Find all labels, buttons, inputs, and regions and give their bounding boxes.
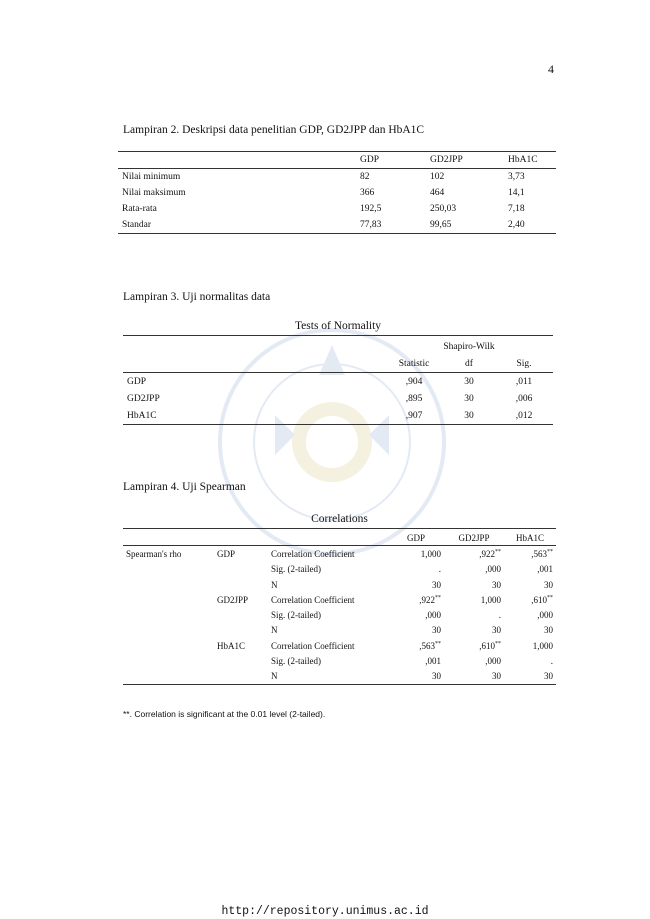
table-row	[123, 607, 556, 622]
stat-label: Correlation Coefficient	[271, 548, 355, 559]
cell: ,922	[479, 548, 495, 559]
header-cell: Statistic	[398, 358, 430, 369]
header-cell: df	[465, 358, 473, 369]
cell: ,000	[537, 610, 553, 621]
group-header: Shapiro-Wilk	[443, 341, 495, 352]
cell: 30	[432, 625, 441, 636]
cell: 2,40	[504, 217, 556, 234]
lampiran-2-title: Lampiran 2. Deskripsi data penelitian GDP, GD2JPP dan HbA1C	[123, 124, 425, 136]
row-label: GD2JPP	[127, 393, 160, 404]
header-cell: GDP	[406, 532, 425, 543]
cell: 366	[360, 188, 375, 198]
cell: 1,000	[532, 640, 553, 651]
cell: 30	[464, 393, 474, 404]
cell: ,922	[419, 594, 435, 605]
cell: 30	[492, 579, 501, 590]
stat-label: N	[271, 579, 278, 590]
table-row	[123, 592, 556, 607]
cell: 30	[492, 625, 501, 636]
footer-url[interactable]: http://repository.unimus.ac.id	[221, 905, 429, 918]
significance-marker: **	[495, 640, 501, 647]
cell: 1,000	[480, 594, 501, 605]
stat-label: Sig. (2-tailed)	[271, 610, 321, 621]
cell: 464	[430, 188, 445, 198]
cell: ,000	[425, 610, 441, 621]
header-cell: GD2JPP	[426, 152, 504, 169]
cell: ,563	[531, 548, 547, 559]
significance-marker: **	[547, 548, 553, 555]
header-cell	[118, 152, 356, 169]
cell: ,001	[537, 564, 553, 575]
cell: 30	[544, 625, 553, 636]
variable-label: HbA1C	[217, 640, 246, 651]
stat-label: N	[271, 671, 278, 682]
cell: 3,73	[508, 172, 525, 182]
table-row	[118, 185, 556, 201]
cell: 82	[360, 172, 370, 182]
table-row	[118, 217, 556, 234]
stat-label: Correlation Coefficient	[271, 594, 355, 605]
header-cell: HbA1C	[504, 152, 556, 169]
cell: 30	[464, 376, 474, 387]
cell: 250,03	[430, 204, 457, 214]
cell: ,907	[405, 410, 423, 421]
cell: ,012	[515, 410, 533, 421]
cell: ,610	[479, 640, 495, 651]
table-row	[123, 623, 556, 638]
caption-rule	[123, 528, 556, 529]
correlations-caption: Correlations	[311, 513, 368, 525]
page-number: 4	[548, 62, 554, 76]
table-row	[123, 373, 553, 391]
cell: 1,000	[420, 548, 441, 559]
cell: 99,65	[426, 217, 504, 234]
cell: ,006	[515, 393, 533, 404]
significance-marker: **	[435, 640, 441, 647]
normality-caption: Tests of Normality	[294, 320, 382, 332]
cell: 30	[464, 410, 474, 421]
cell: 30	[492, 671, 501, 682]
row-label: HbA1C	[127, 410, 157, 421]
header-cell: HbA1C	[515, 532, 544, 543]
cell: .	[498, 610, 501, 621]
cell: .	[550, 656, 553, 667]
table-row	[123, 638, 556, 653]
cell: 102	[430, 172, 445, 182]
header-cell: GD2JPP	[458, 532, 490, 543]
lampiran-4-title: Lampiran 4. Uji Spearman	[123, 481, 246, 493]
row-group-label: Spearman's rho	[126, 548, 182, 559]
table-header-row	[123, 355, 553, 373]
cell: ,904	[405, 376, 423, 387]
row-label: Rata-rata	[122, 204, 157, 214]
significance-marker: **	[435, 594, 441, 601]
variable-label: GDP	[217, 548, 236, 559]
cell: 14,1	[508, 188, 525, 198]
table-header-row	[118, 152, 556, 169]
cell: 30	[544, 579, 553, 590]
cell: ,895	[405, 393, 423, 404]
cell: ,610	[531, 594, 547, 605]
cell: .	[438, 564, 441, 575]
cell: ,000	[485, 564, 501, 575]
table-row	[118, 169, 556, 186]
row-label: GDP	[127, 376, 147, 387]
table-row	[118, 201, 556, 217]
cell: 30	[432, 671, 441, 682]
table-header-row	[123, 530, 556, 546]
table-row	[123, 390, 553, 407]
cell: 77,83	[356, 217, 426, 234]
cell: ,000	[485, 656, 501, 667]
header-cell: Sig.	[516, 358, 532, 369]
stat-label: Correlation Coefficient	[271, 640, 355, 651]
cell: 192,5	[360, 204, 382, 214]
group-header-row	[123, 338, 553, 355]
table-row	[123, 669, 556, 685]
cell: ,563	[419, 640, 435, 651]
descriptive-table	[118, 151, 556, 234]
stat-label: Sig. (2-tailed)	[271, 656, 321, 667]
significance-marker: **	[495, 548, 501, 555]
stat-label: Sig. (2-tailed)	[271, 564, 321, 575]
correlations-table	[123, 530, 556, 685]
table-row	[123, 546, 556, 562]
row-label: Standar	[118, 217, 356, 234]
table-row	[123, 653, 556, 668]
variable-label: GD2JPP	[217, 594, 249, 605]
table-row	[123, 577, 556, 592]
cell: ,001	[425, 656, 441, 667]
row-label: Nilai maksimum	[122, 188, 186, 198]
table-row	[123, 562, 556, 577]
significance-marker: **	[547, 594, 553, 601]
header-cell: GDP	[356, 152, 426, 169]
normality-table	[123, 338, 553, 425]
lampiran-3-title: Lampiran 3. Uji normalitas data	[123, 291, 271, 303]
stat-label: N	[271, 625, 278, 636]
significance-note: **. Correlation is significant at the 0.01 level (2-tailed).	[123, 709, 326, 719]
table-row	[123, 407, 553, 425]
cell: ,011	[515, 376, 533, 387]
cell: 7,18	[508, 204, 525, 214]
row-label: Nilai minimum	[122, 172, 181, 182]
caption-rule	[123, 335, 553, 336]
cell: 30	[432, 579, 441, 590]
cell: 30	[544, 671, 553, 682]
